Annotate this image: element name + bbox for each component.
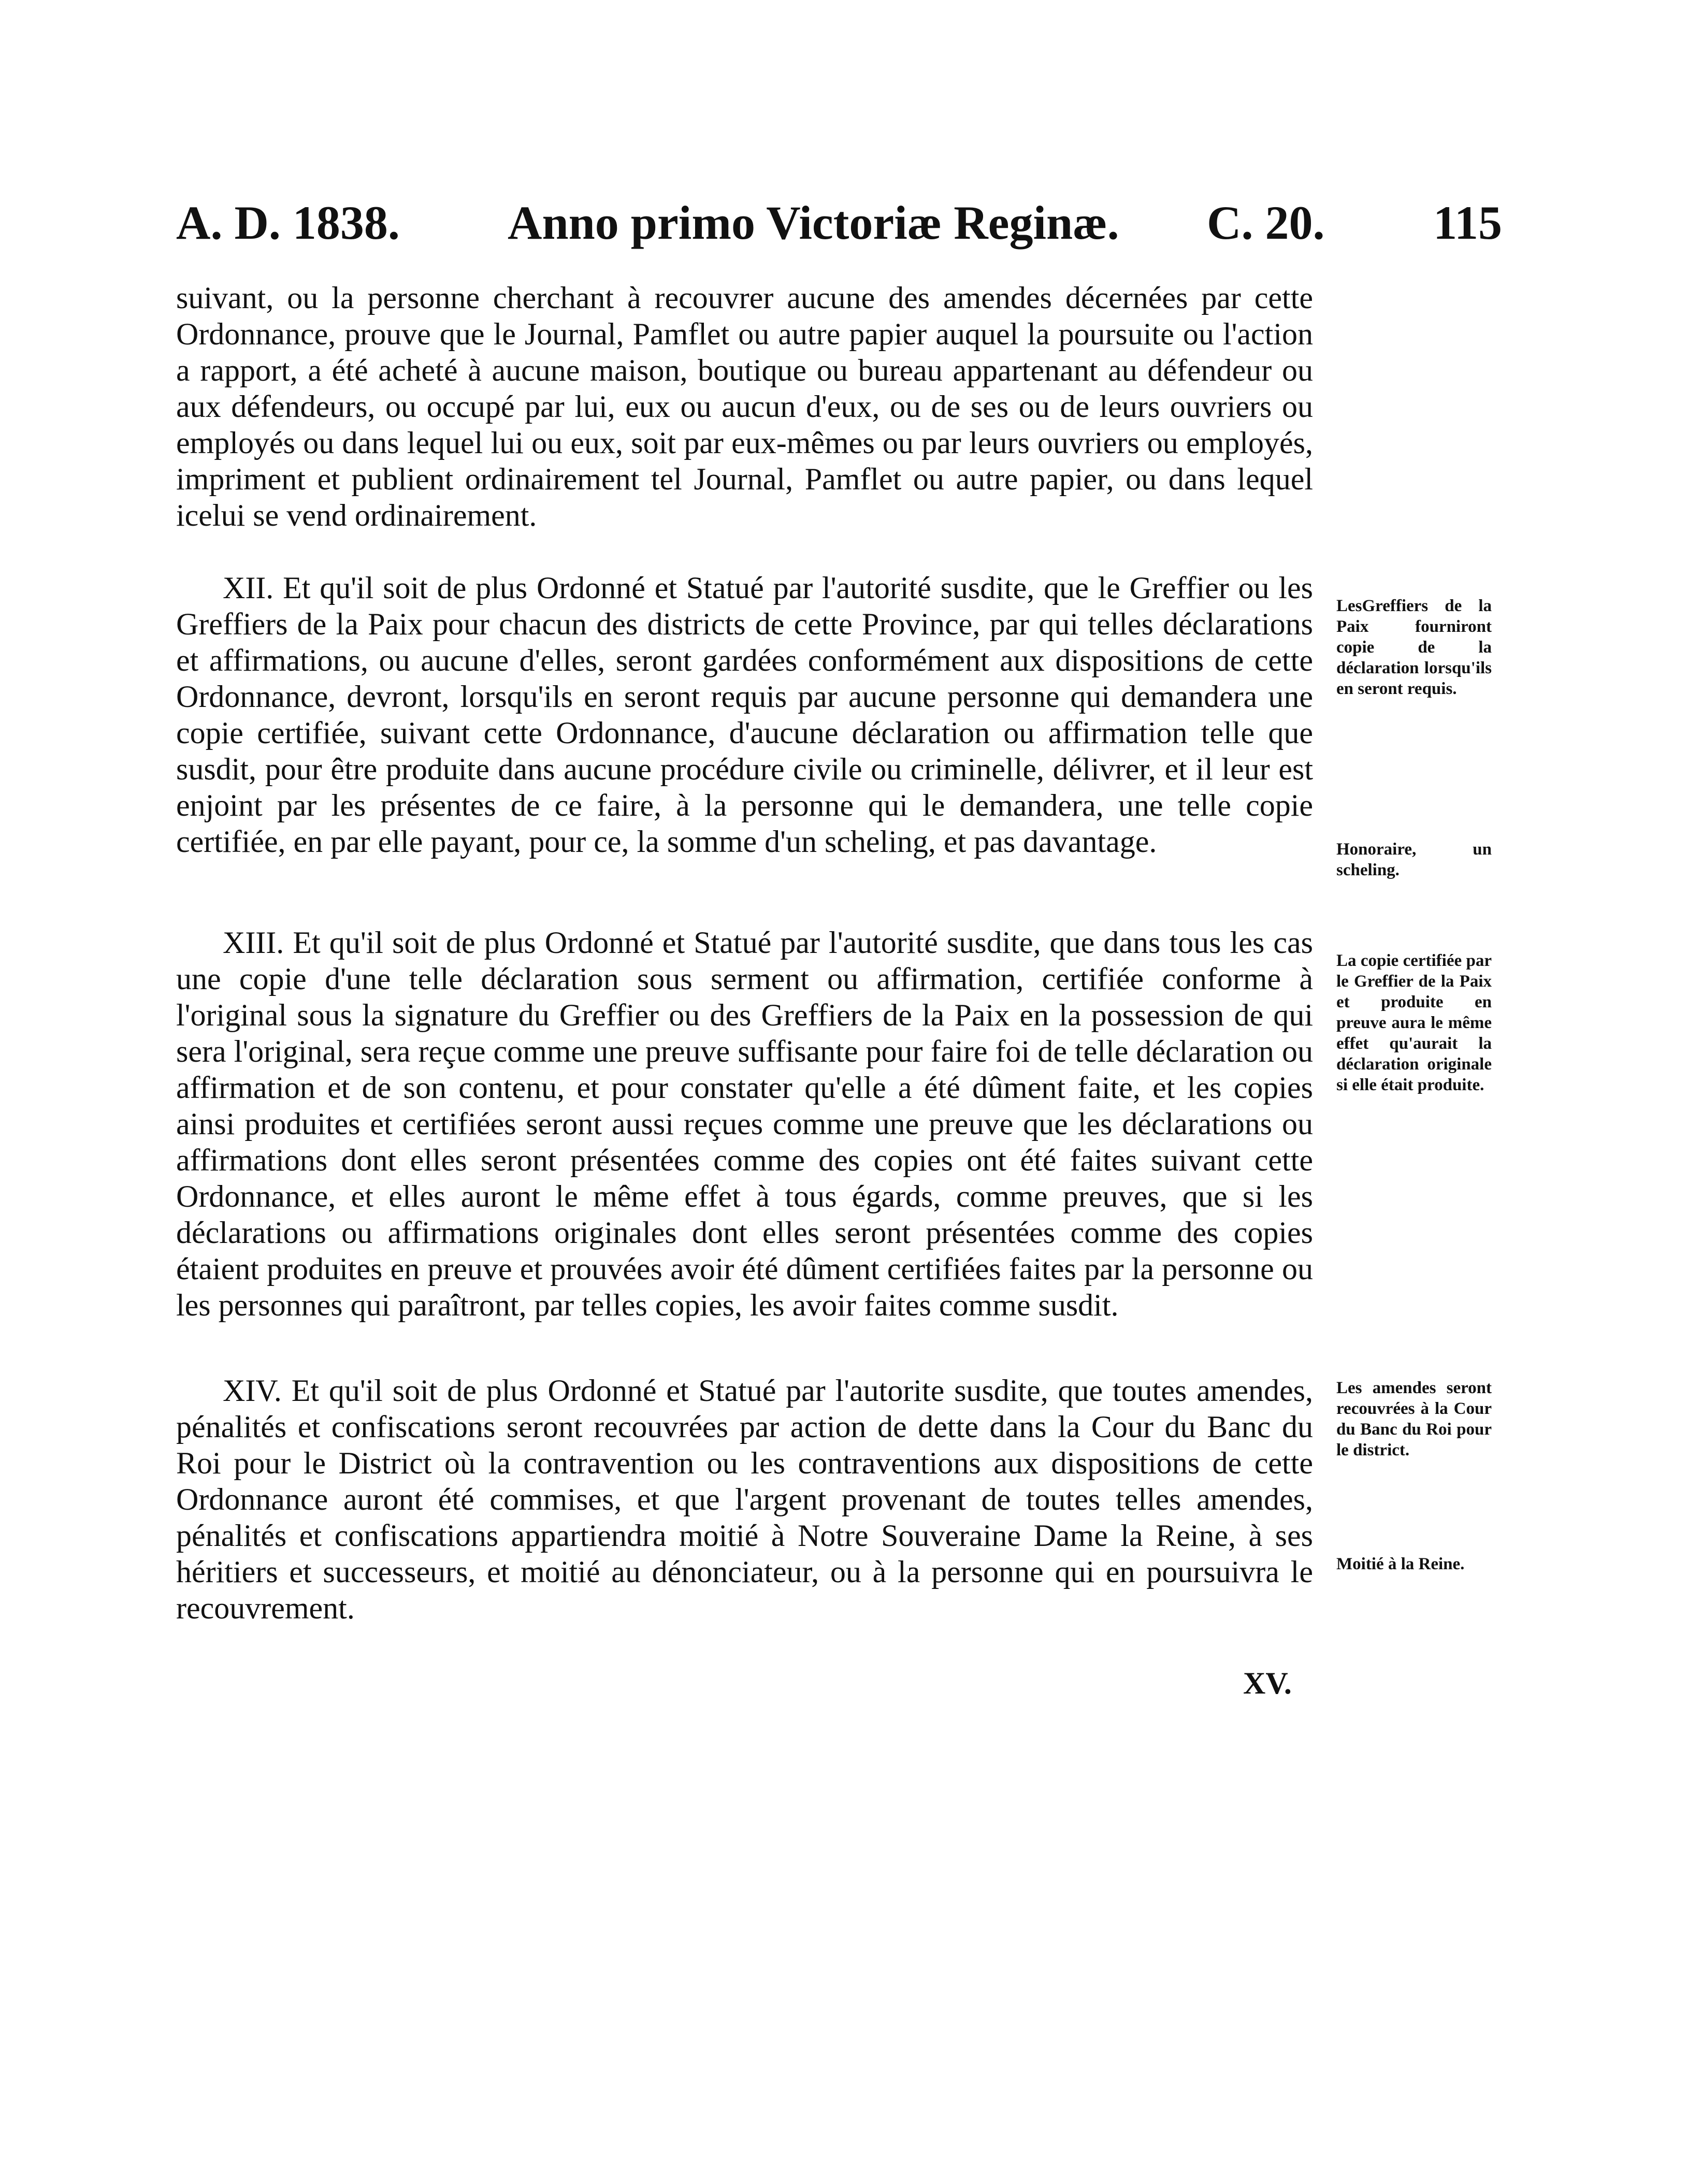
continuation-paragraph	[176, 280, 1313, 533]
section-xiii	[176, 924, 1313, 1323]
header-year: A. D. 1838.	[176, 196, 400, 249]
side-note-greffiers: LesGreffiers de la Paix fourniront copie de la déclaration lorsqu'ils en seront requis.	[1336, 597, 1492, 698]
header-chapter: C. 20.	[1207, 196, 1325, 249]
catchword: XV.	[1243, 1666, 1292, 1700]
section-xiv	[176, 1372, 1313, 1626]
section-xiv-text: XIV. Et qu'il soit de plus Ordonné et Statué par l'autorite susdite, que toutes amendes, pénalités et confiscations seront recouvrées par action de dette dans la Cour du Banc du Roi pour le District où la contravention ou les contraventions aux dispositions de cette Ordonnance auront été commises, et que l'argent provenant de toutes telles amendes, pénalités et confiscations appartiendra moitié à Notre Souveraine Dame la Reine, à ses héritiers et successeurs, et moitié au dénonciateur, ou à la personne qui en poursuivra le recouvrement.	[176, 1373, 1313, 1625]
continuation-text: suivant, ou la personne cherchant à recouvrer aucune des amendes décernées par cette Ordonnance, prouve que le Journal, Pamflet ou autre papier auquel la poursuite ou l'action a rapport, a été acheté à aucune maison, boutique ou bureau appartenant au défendeur ou aux défendeurs, ou occupé par lui, eux ou aucun d'eux, ou de ses ou de leurs ouvriers ou employés ou dans lequel lui ou eux, soit par eux-mêmes ou par leurs ouvriers ou employés, impriment et publient ordinairement tel Journal, Pamflet ou autre papier, ou dans lequel icelui se vend ordinairement.	[176, 281, 1313, 532]
header-title: Anno primo Victoriæ Reginæ.	[508, 196, 1119, 249]
section-xii	[176, 570, 1313, 860]
side-note-honoraire: Honoraire, un scheling.	[1336, 840, 1492, 879]
running-header	[176, 194, 1502, 251]
section-xii-text: XII. Et qu'il soit de plus Ordonné et Statué par l'autorité susdite, que le Greffier ou les Greffiers de la Paix pour chacun des districts de cette Province, par qui telles déclarations et affirmations, ou aucune d'elles, seront gardées conformément aux dispositions de cette Ordonnance, devront, lorsqu'ils en seront requis par aucune personne qui demandera une copie certifiée, suivant cette Ordonnance, d'aucune déclaration ou affirmation telle que susdit, pour être produite dans aucune procédure civile ou criminelle, délivrer, et il leur est enjoint par les présentes de ce faire, à la personne qui le demandera, une telle copie certifiée, en par elle payant, pour ce, la somme d'un scheling, et pas davantage.	[176, 571, 1313, 859]
section-xiii-text: XIII. Et qu'il soit de plus Ordonné et Statué par l'autorité susdite, que dans tous les cas une copie d'une telle déclaration sous serment ou affirmation, certifiée conforme à l'original sous la signature du Greffier ou des Greffiers de la Paix en la possession de qui sera l'original, sera reçue comme une preuve suffisante pour faire foi de telle déclaration ou affirmation et de son contenu, et pour constater qu'elle a été dûment faite, et les copies ainsi produites et certifiées seront aussi reçues comme une preuve que les déclarations ou affirmations dont elles seront présentées comme des copies ont été faites suivant cette Ordonnance, et elles auront le même effet à tous égards, comme preuves, que si les déclarations ou affirmations originales dont elles seront présentées comme des copies étaient produites en preuve et prouvées avoir été dûment certifiées faites par la personne ou les personnes qui paraîtront, par telles copies, les avoir faites comme susdit.	[176, 925, 1313, 1322]
side-note-moitie: Moitié à la Reine.	[1336, 1555, 1465, 1573]
page-number: 115	[1433, 196, 1502, 249]
side-note-copie-certifiee: La copie certifiée par le Greffier de la Paix et produite en preuve aura le même effet qu'aurait la déclaration originale si elle était produite.	[1336, 951, 1492, 1094]
side-note-amendes: Les amendes seront recouvrées à la Cour du Banc du Roi pour le district.	[1336, 1379, 1492, 1459]
